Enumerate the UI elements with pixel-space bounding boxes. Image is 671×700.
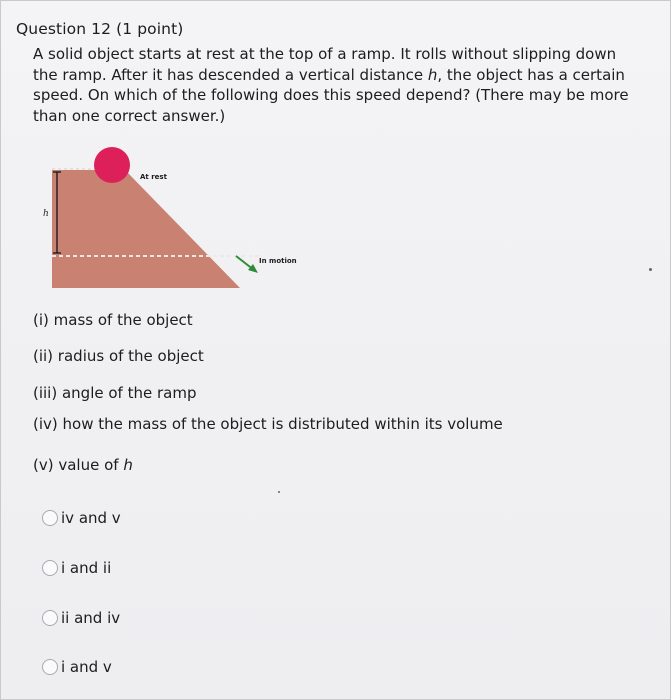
radio-icon[interactable]: [42, 510, 58, 526]
question-text-part: , the object has a certain speed. On which of the following does this speed depend? (There may be more than one correct answer.): [33, 65, 629, 125]
choice-i-and-v[interactable]: [42, 657, 112, 677]
option-v: [33, 456, 133, 474]
choice-label: ii and iv: [61, 609, 121, 627]
question-text-part: A solid object starts at rest at the top of a ramp. It rolls without slipping down the ramp. After it has descended a vertical distance: [33, 45, 617, 84]
label-in-motion: In motion: [259, 257, 297, 265]
label-at-rest: At rest: [140, 173, 167, 181]
stray-dot: [278, 491, 280, 493]
choice-label: i and v: [61, 658, 112, 676]
choice-label: iv and v: [61, 509, 121, 527]
choice-ii-and-iv[interactable]: [42, 608, 120, 628]
choice-iv-and-v[interactable]: [42, 508, 121, 528]
radio-icon[interactable]: [42, 659, 58, 675]
question-title: Question 12 (1 point): [16, 20, 184, 38]
option-v-text: (v) value of: [33, 456, 124, 474]
choice-i-and-ii[interactable]: [42, 558, 111, 578]
option-iii: (iii) angle of the ramp: [33, 384, 197, 402]
height-label: h: [43, 209, 49, 219]
ball-at-rest: [94, 147, 130, 183]
ramp-diagram: [40, 140, 340, 300]
option-v-variable: h: [123, 456, 133, 474]
question-variable-h: h: [427, 65, 438, 84]
ramp: [52, 170, 240, 288]
option-i: (i) mass of the object: [33, 311, 193, 329]
question-text: [33, 44, 643, 126]
stray-dot: [649, 268, 652, 271]
option-ii: (ii) radius of the object: [33, 347, 204, 365]
choice-label: i and ii: [61, 559, 112, 577]
radio-icon[interactable]: [42, 610, 58, 626]
radio-icon[interactable]: [42, 560, 58, 576]
option-iv: (iv) how the mass of the object is distributed within its volume: [33, 415, 503, 433]
